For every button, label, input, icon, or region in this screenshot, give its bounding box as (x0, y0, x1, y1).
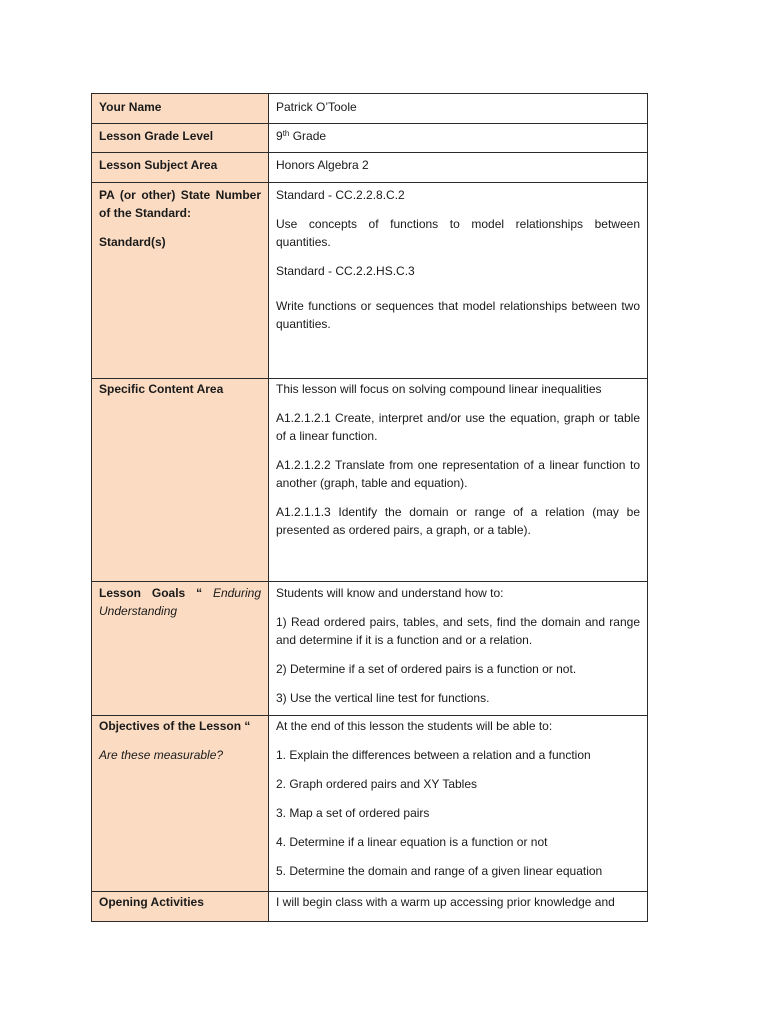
value-subject-area: Honors Algebra 2 (269, 153, 648, 183)
standard-desc-2: Write functions or sequences that model relationships between two quantities. (276, 299, 640, 331)
label-goals-italic2: Understanding (99, 604, 178, 618)
value-objectives (269, 716, 648, 892)
label-standard-line3: Standard(s) (99, 235, 166, 249)
label-standard-line2: of the Standard: (99, 206, 191, 220)
label-goals-line1 (99, 584, 261, 602)
standard-desc-1: Use concepts of functions to model relationships between quantities. (276, 217, 640, 249)
label-opening-activities: Opening Activities (92, 892, 269, 922)
label-your-name: Your Name (92, 94, 269, 124)
row-your-name (92, 94, 648, 124)
goals-item-1: 1) Read ordered pairs, tables, and sets, find the domain and range and determine if it is a function and or a relation. (276, 615, 640, 647)
grade-number: 9 (276, 129, 283, 143)
label-objectives-italic: Are these measurable? (99, 748, 224, 762)
row-content-area (92, 379, 648, 582)
row-objectives (92, 716, 648, 892)
goals-intro: Students will know and understand how to: (276, 586, 504, 600)
content-focus: This lesson will focus on solving compound linear inequalities (276, 382, 602, 396)
row-lesson-goals (92, 582, 648, 716)
value-grade-level (269, 124, 648, 153)
label-subject-area: Lesson Subject Area (92, 153, 269, 183)
grade-word: Grade (289, 129, 327, 143)
goals-item-2: 2) Determine if a set of ordered pairs is a function or not. (276, 662, 577, 676)
row-subject-area (92, 153, 648, 183)
objectives-item-5: 5. Determine the domain and range of a given linear equation (276, 864, 603, 878)
label-standard (92, 183, 269, 379)
objectives-intro: At the end of this lesson the students will be able to: (276, 719, 553, 733)
opening-text: I will begin class with a warm up accessing prior knowledge and (276, 895, 615, 909)
label-goals-italic1: Enduring (212, 586, 261, 600)
objectives-item-1: 1. Explain the differences between a relation and a function (276, 748, 591, 762)
objectives-item-3: 3. Map a set of ordered pairs (276, 806, 430, 820)
content-item-1: A1.2.1.2.1 Create, interpret and/or use the equation, graph or table of a linear function. (276, 411, 640, 443)
content-item-3: A1.2.1.1.3 Identify the domain or range of a relation (may be presented as ordered pairs, a graph, or a table). (276, 505, 640, 537)
label-standard-line1: PA (or other) State Number (99, 188, 261, 202)
row-opening-activities (92, 892, 648, 922)
value-content-area (269, 379, 648, 582)
value-standard (269, 183, 648, 379)
label-lesson-goals (92, 582, 269, 716)
content-item-2: A1.2.1.2.2 Translate from one representation of a linear function to another (graph, table and equation). (276, 458, 640, 490)
goals-item-3: 3) Use the vertical line test for functions. (276, 691, 490, 705)
value-lesson-goals (269, 582, 648, 716)
row-standard (92, 183, 648, 379)
label-goals-bold: Lesson Goals “ (99, 586, 203, 600)
objectives-item-4: 4. Determine if a linear equation is a function or not (276, 835, 548, 849)
label-content-area: Specific Content Area (92, 379, 269, 582)
label-objectives (92, 716, 269, 892)
value-your-name: Patrick O’Toole (269, 94, 648, 124)
label-objectives-title: Objectives of the Lesson “ (99, 719, 251, 733)
row-grade-level (92, 124, 648, 153)
label-grade-level: Lesson Grade Level (92, 124, 269, 153)
value-opening-activities (269, 892, 648, 922)
standard-code-2: Standard - CC.2.2.HS.C.3 (276, 264, 415, 278)
lesson-plan-table (91, 93, 648, 922)
standard-code-1: Standard - CC.2.2.8.C.2 (276, 188, 405, 202)
grade-suffix: th (282, 129, 290, 138)
objectives-item-2: 2. Graph ordered pairs and XY Tables (276, 777, 478, 791)
